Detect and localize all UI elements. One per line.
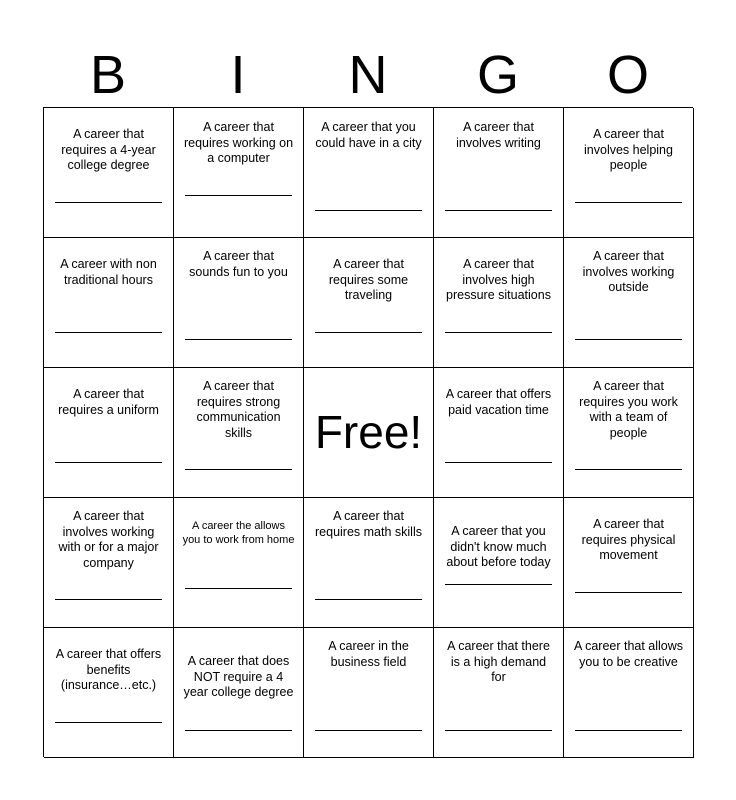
cell-prompt: A career that offers benefits (insurance…etc.) <box>55 647 162 692</box>
bingo-cell[interactable] <box>564 498 694 628</box>
bingo-cell[interactable] <box>44 238 174 368</box>
cell-prompt: A career that involves working outside <box>582 249 675 294</box>
answer-line[interactable] <box>445 730 552 731</box>
cell-prompt: A career that requires working on a computer <box>183 120 294 165</box>
cell-prompt: A career that requires strong communication skills <box>196 379 281 440</box>
answer-line[interactable] <box>445 584 552 585</box>
answer-line[interactable] <box>575 202 682 203</box>
bingo-cell[interactable] <box>304 498 434 628</box>
header-letter-n: N <box>348 45 388 105</box>
free-space[interactable] <box>304 368 434 498</box>
cell-prompt: A career that you could have in a city <box>315 120 422 150</box>
answer-line[interactable] <box>315 599 422 600</box>
bingo-cell[interactable] <box>174 498 304 628</box>
bingo-cell[interactable] <box>564 368 694 498</box>
cell-prompt: A career that sounds fun to you <box>189 249 288 279</box>
answer-line[interactable] <box>445 210 552 211</box>
cell-prompt: A career that requires you work with a team of people <box>579 379 678 440</box>
header-letter-g: G <box>476 45 519 105</box>
cell-prompt: A career that requires a 4-year college degree <box>61 127 156 172</box>
bingo-cell[interactable] <box>564 628 694 758</box>
cell-prompt: A career that requires physical movement <box>581 517 676 562</box>
bingo-cell[interactable] <box>564 108 694 238</box>
cell-prompt: A career that requires a uniform <box>58 387 159 417</box>
bingo-cell[interactable] <box>304 108 434 238</box>
answer-line[interactable] <box>185 730 292 731</box>
cell-prompt: A career that involves high pressure situations <box>446 257 551 302</box>
bingo-cell[interactable] <box>434 238 564 368</box>
answer-line[interactable] <box>315 730 422 731</box>
cell-prompt: A career that offers paid vacation time <box>445 387 552 417</box>
bingo-cell[interactable] <box>304 238 434 368</box>
bingo-header <box>43 44 693 106</box>
cell-prompt: A career that you didn't know much about before today <box>446 524 551 569</box>
cell-prompt: A career that does NOT require a 4 year college degree <box>183 654 294 699</box>
bingo-grid <box>43 107 693 757</box>
answer-line[interactable] <box>575 592 682 593</box>
answer-line[interactable] <box>55 722 162 723</box>
bingo-cell[interactable] <box>174 238 304 368</box>
cell-prompt: A career with non traditional hours <box>60 257 157 287</box>
answer-line[interactable] <box>185 339 292 340</box>
answer-line[interactable] <box>315 332 422 333</box>
bingo-cell[interactable] <box>44 498 174 628</box>
answer-line[interactable] <box>575 469 682 470</box>
bingo-cell[interactable] <box>434 368 564 498</box>
cell-prompt: A career that requires some traveling <box>328 257 409 302</box>
bingo-cell[interactable] <box>564 238 694 368</box>
answer-line[interactable] <box>55 462 162 463</box>
cell-prompt: A career that involves writing <box>456 120 541 150</box>
header-letter-i: I <box>230 45 246 105</box>
bingo-cell[interactable] <box>174 108 304 238</box>
answer-line[interactable] <box>315 210 422 211</box>
answer-line[interactable] <box>575 339 682 340</box>
bingo-cell[interactable] <box>44 628 174 758</box>
bingo-cell[interactable] <box>434 108 564 238</box>
answer-line[interactable] <box>55 332 162 333</box>
cell-prompt: A career that allows you to be creative <box>573 639 684 669</box>
bingo-cell[interactable] <box>174 368 304 498</box>
header-letter-o: O <box>606 45 649 105</box>
answer-line[interactable] <box>445 332 552 333</box>
free-space-label: Free! <box>314 406 423 458</box>
answer-line[interactable] <box>185 469 292 470</box>
header-letter-b: B <box>89 45 127 105</box>
answer-line[interactable] <box>55 202 162 203</box>
cell-prompt: A career that requires math skills <box>315 509 422 539</box>
bingo-cell[interactable] <box>434 498 564 628</box>
bingo-cell[interactable] <box>44 108 174 238</box>
cell-prompt: A career the allows you to work from home <box>182 520 295 546</box>
bingo-cell[interactable] <box>174 628 304 758</box>
cell-prompt: A career that there is a high demand for <box>447 639 550 684</box>
bingo-cell[interactable] <box>44 368 174 498</box>
answer-line[interactable] <box>445 462 552 463</box>
answer-line[interactable] <box>575 730 682 731</box>
bingo-cell[interactable] <box>304 628 434 758</box>
cell-prompt: A career that involves helping people <box>584 127 673 172</box>
cell-prompt: A career that involves working with or for a major company <box>58 509 159 570</box>
cell-prompt: A career in the business field <box>328 639 409 669</box>
answer-line[interactable] <box>185 588 292 589</box>
answer-line[interactable] <box>185 195 292 196</box>
bingo-cell[interactable] <box>434 628 564 758</box>
answer-line[interactable] <box>55 599 162 600</box>
